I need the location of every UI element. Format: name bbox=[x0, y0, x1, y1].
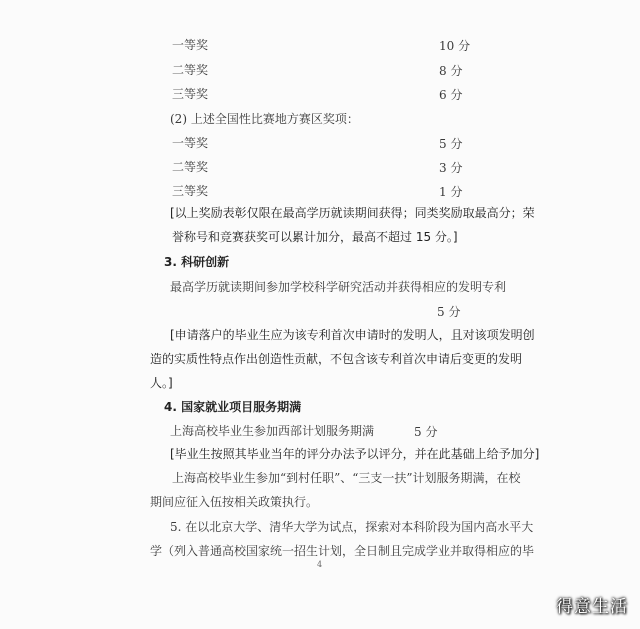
section4-para-line2: 期间应征入伍按相关政策执行。 bbox=[150, 495, 319, 509]
award-first-label: 一等奖 bbox=[172, 38, 209, 52]
section3-note-line1: [申请落户的毕业生应为该专利首次申请时的发明人，且对该项发明创 bbox=[170, 328, 535, 342]
page-number: 4 bbox=[317, 560, 323, 569]
section4-note: [毕业生按照其毕业当年的评分办法予以评分，并在此基础上给予加分] bbox=[170, 447, 540, 461]
section3-score: 5 分 bbox=[437, 305, 461, 319]
award-second-score: 8 分 bbox=[439, 64, 463, 78]
section3-note-line3: 人。] bbox=[150, 376, 173, 390]
regional-first-score: 5 分 bbox=[439, 137, 463, 151]
section5-line2: 学（列入普通高校国家统一招生计划，全日制且完成学业并取得相应的毕 bbox=[150, 544, 535, 558]
award-first-score: 10 分 bbox=[439, 39, 471, 53]
section3-body: 最高学历就读期间参加学校科学研究活动并获得相应的发明专利 bbox=[170, 280, 507, 294]
section4-score: 5 分 bbox=[414, 425, 438, 439]
note1-line2: 誉称号和竞赛获奖可以累计加分，最高不超过 15 分。] bbox=[172, 230, 458, 244]
note1-line1: [以上奖励表彰仅限在最高学历就读期间获得；同类奖励取最高分；荣 bbox=[170, 206, 535, 220]
award-third-label: 三等奖 bbox=[172, 87, 209, 101]
regional-second-score: 3 分 bbox=[439, 161, 463, 175]
section4-para-line1: 上海高校毕业生参加“到村任职”、“三支一扶”计划服务期满，在校 bbox=[172, 471, 521, 485]
regional-third-label: 三等奖 bbox=[172, 184, 209, 198]
regional-second-label: 二等奖 bbox=[172, 160, 209, 174]
section5-line1: 5. 在以北京大学、清华大学为试点，探索对本科阶段为国内高水平大 bbox=[170, 520, 534, 534]
award-second-label: 二等奖 bbox=[172, 63, 209, 77]
watermark-text: 得意生活 bbox=[556, 597, 628, 617]
regional-third-score: 1 分 bbox=[439, 185, 463, 199]
section4-heading: 4. 国家就业项目服务期满 bbox=[164, 400, 302, 414]
section3-heading: 3. 科研创新 bbox=[164, 255, 230, 269]
regional-first-label: 一等奖 bbox=[172, 136, 209, 150]
section4-body: 上海高校毕业生参加西部计划服务期满 bbox=[170, 424, 375, 438]
award-third-score: 6 分 bbox=[439, 88, 463, 102]
section3-note-line2: 造的实质性特点作出创造性贡献，不包含该专利首次申请后变更的发明 bbox=[150, 352, 523, 366]
regional-heading: (2) 上述全国性比赛地方赛区奖项： bbox=[170, 112, 359, 126]
